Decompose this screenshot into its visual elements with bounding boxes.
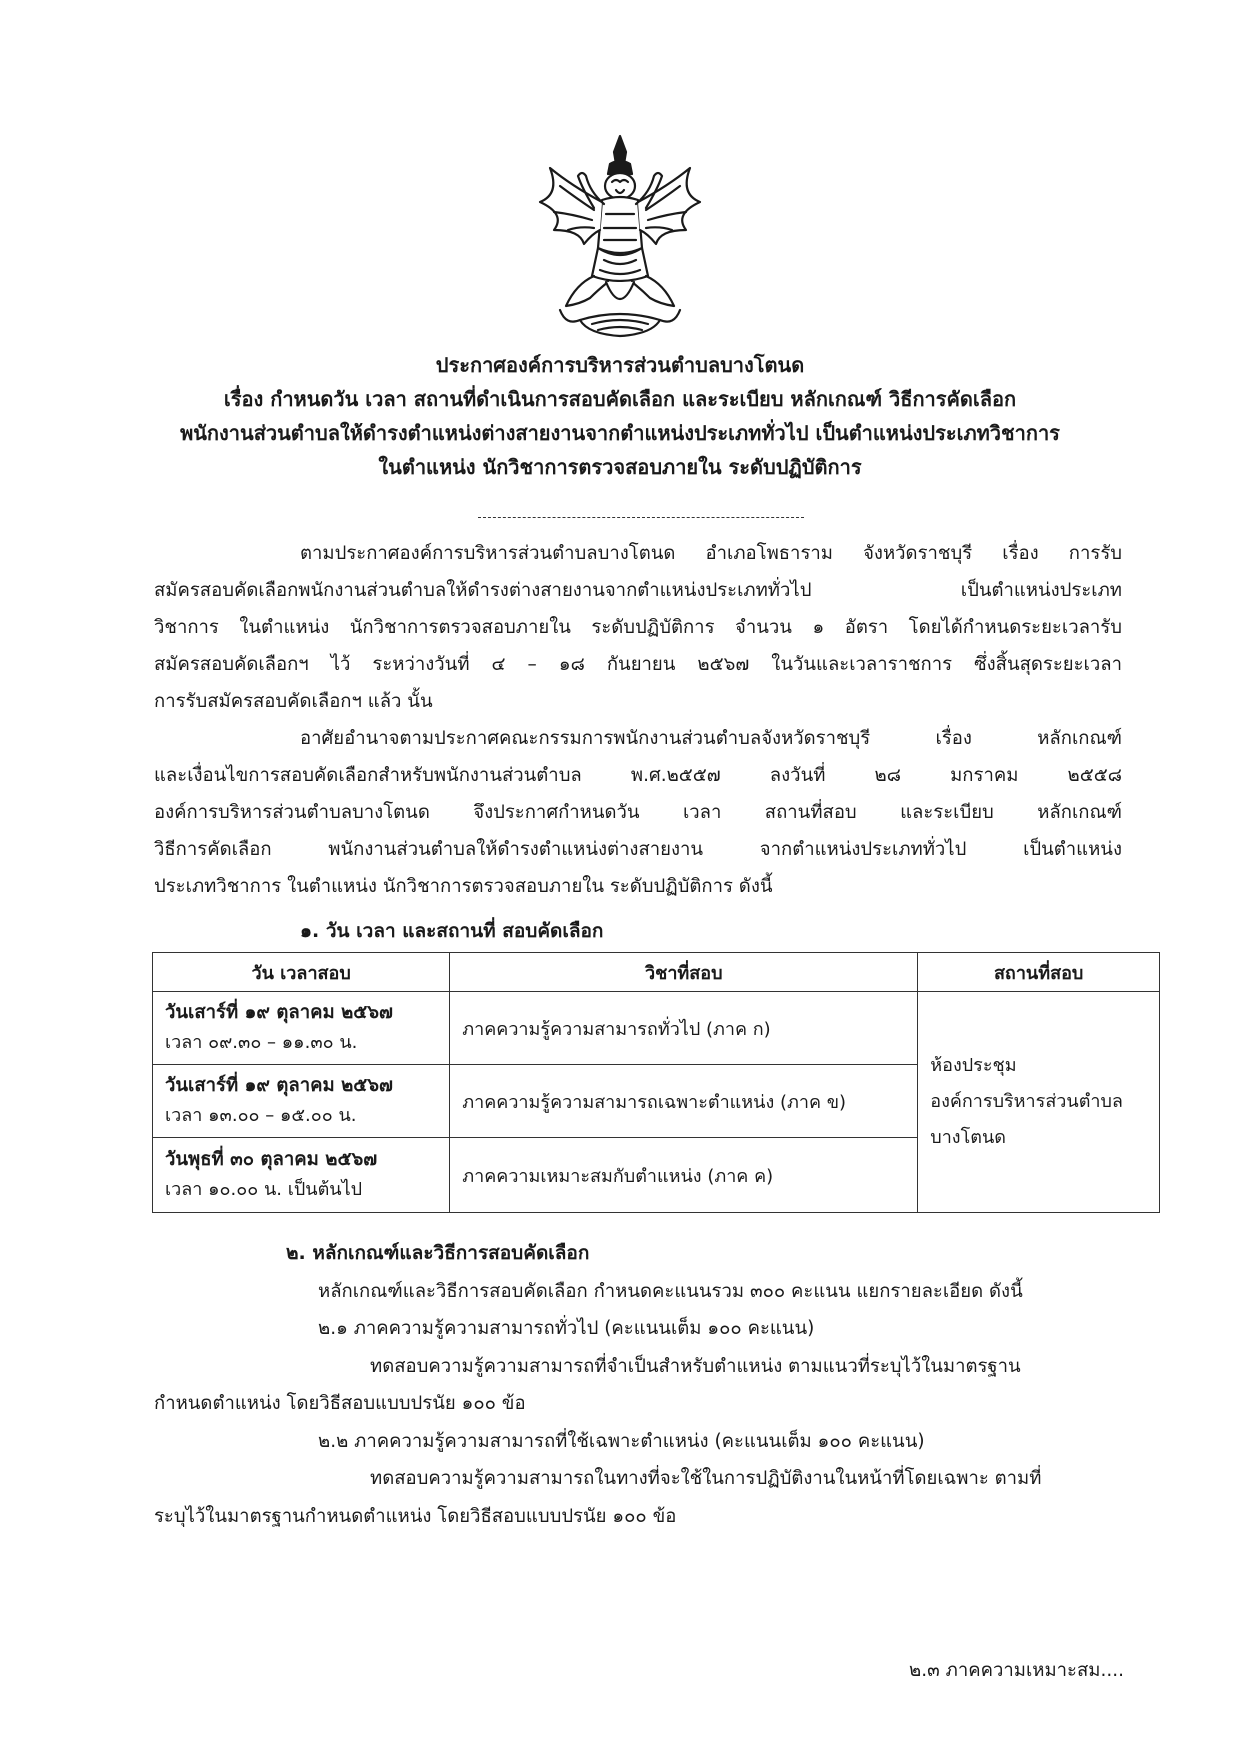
paragraph-line: วิชาการ ในตำแหน่ง นักวิชาการตรวจสอบภายใน ระดับปฏิบัติการ จำนวน ๑ อัตรา โดยได้กำหนดระยะเวลารับ [154,617,1122,638]
title-line-3: พนักงานส่วนตำบลให้ดำรงตำแหน่งต่างสายงานจากตำแหน่งประเภททั่วไป เป็นตำแหน่งประเภทวิชาการ [180,421,1060,445]
exam-subject: ภาคความรู้ความสามารถเฉพาะตำแหน่ง (ภาค ข) [450,1065,918,1138]
paragraph-line: และเงื่อนไขการสอบคัดเลือกสำหรับพนักงานส่วนตำบล พ.ศ.๒๕๕๗ ลงวันที่ ๒๘ มกราคม ๒๕๕๘ [154,765,1122,786]
item-2-2-body: ทดสอบความรู้ความสามารถในทางที่จะใช้ในการปฏิบัติงานในหน้าที่โดยเฉพาะ ตามที่ [370,1468,1042,1489]
exam-date: วันเสาร์ที่ ๑๙ ตุลาคม ๒๕๖๗ [165,1075,393,1096]
header-date: วัน เวลาสอบ [153,953,450,992]
table-header-row [153,953,1160,992]
page-continuation: ๒.๓ ภาคความเหมาะสม.... [909,1660,1124,1681]
title-line-2: เรื่อง กำหนดวัน เวลา สถานที่ดำเนินการสอบคัดเลือก และระเบียบ หลักเกณฑ์ วิธีการคัดเลือก [223,387,1017,411]
paragraph-line: ตามประกาศองค์การบริหารส่วนตำบลบางโตนด อำเภอโพธาราม จังหวัดราชบุรี เรื่อง การรับ [300,543,1122,564]
paragraph-line: องค์การบริหารส่วนตำบลบางโตนด จึงประกาศกำหนดวัน เวลา สถานที่สอบ และระเบียบ หลักเกณฑ์ [154,802,1122,823]
exam-place [918,992,1160,1213]
date-cell [153,1138,450,1213]
title-line-1: ประกาศองค์การบริหารส่วนตำบลบางโตนด [435,353,805,377]
exam-subject: ภาคความเหมาะสมกับตำแหน่ง (ภาค ค) [450,1138,918,1213]
paragraph-line: สมัครสอบคัดเลือกพนักงานส่วนตำบลให้ดำรงต่างสายงานจากตำแหน่งประเภททั่วไป เป็นตำแหน่งประเภท [154,580,1122,601]
exam-time: เวลา ๑๐.๐๐ น. เป็นต้นไป [165,1179,363,1200]
exam-time: เวลา ๐๙.๓๐ – ๑๑.๓๐ น. [165,1032,358,1053]
header-place: สถานที่สอบ [918,953,1160,992]
header-subject: วิชาที่สอบ [450,953,918,992]
date-cell [153,992,450,1065]
exam-schedule-table [152,952,1160,1213]
paragraph-line: การรับสมัครสอบคัดเลือกฯ แล้ว นั้น [154,691,433,712]
paragraph-intro [154,535,1122,720]
section-1-title: ๑. วัน เวลา และสถานที่ สอบคัดเลือก [300,920,604,942]
exam-date: วันพุธที่ ๓๐ ตุลาคม ๒๕๖๗ [165,1149,378,1170]
place-line: บางโตนด [930,1127,1006,1148]
table-row [153,992,1160,1065]
paragraph-line: สมัครสอบคัดเลือกฯ ไว้ ระหว่างวันที่ ๔ – ๑๘ กันยายน ๒๕๖๗ ในวันและเวลาราชการ ซึ่งสิ้นสุดระยะเวลา [154,654,1122,675]
garuda-emblem-icon [520,130,720,345]
item-2-1-body: ทดสอบความรู้ความสามารถที่จำเป็นสำหรับตำแหน่ง ตามแนวที่ระบุไว้ในมาตรฐาน [370,1356,1021,1377]
announcement-title [140,348,1100,484]
item-2-1-body: กำหนดตำแหน่ง โดยวิธีสอบแบบปรนัย ๑๐๐ ข้อ [154,1393,526,1414]
exam-time: เวลา ๑๓.๐๐ – ๑๕.๐๐ น. [165,1105,357,1126]
exam-date: วันเสาร์ที่ ๑๙ ตุลาคม ๒๕๖๗ [165,1002,393,1023]
section-2-title: ๒. หลักเกณฑ์และวิธีการสอบคัดเลือก [286,1242,590,1264]
title-line-4: ในตำแหน่ง นักวิชาการตรวจสอบภายใน ระดับปฏิบัติการ [378,455,862,479]
item-2-2-body: ระบุไว้ในมาตรฐานกำหนดตำแหน่ง โดยวิธีสอบแบบปรนัย ๑๐๐ ข้อ [154,1506,677,1527]
paragraph-line: วิธีการคัดเลือก พนักงานส่วนตำบลให้ดำรงตำแหน่งต่างสายงาน จากตำแหน่งประเภททั่วไป เป็นตำแหน่ง [154,839,1122,860]
paragraph-line: ประเภทวิชาการ ในตำแหน่ง นักวิชาการตรวจสอบภายใน ระดับปฏิบัติการ ดังนี้ [154,876,773,897]
item-2-1-title: ๒.๑ ภาคความรู้ความสามารถทั่วไป (คะแนนเต็ม ๑๐๐ คะแนน) [318,1318,815,1339]
place-line: องค์การบริหารส่วนตำบล [930,1091,1123,1112]
place-line: ห้องประชุม [930,1055,1017,1076]
section-2-intro: หลักเกณฑ์และวิธีการสอบคัดเลือก กำหนดคะแนนรวม ๓๐๐ คะแนน แยกรายละเอียด ดังนี้ [318,1281,1023,1302]
paragraph-line: อาศัยอำนาจตามประกาศคณะกรรมการพนักงานส่วนตำบลจังหวัดราชบุรี เรื่อง หลักเกณฑ์ [300,728,1122,749]
paragraph-authority [154,720,1122,905]
title-divider [478,517,804,518]
item-2-2-title: ๒.๒ ภาคความรู้ความสามารถที่ใช้เฉพาะตำแหน่ง (คะแนนเต็ม ๑๐๐ คะแนน) [318,1431,925,1452]
date-cell [153,1065,450,1138]
exam-subject: ภาคความรู้ความสามารถทั่วไป (ภาค ก) [450,992,918,1065]
